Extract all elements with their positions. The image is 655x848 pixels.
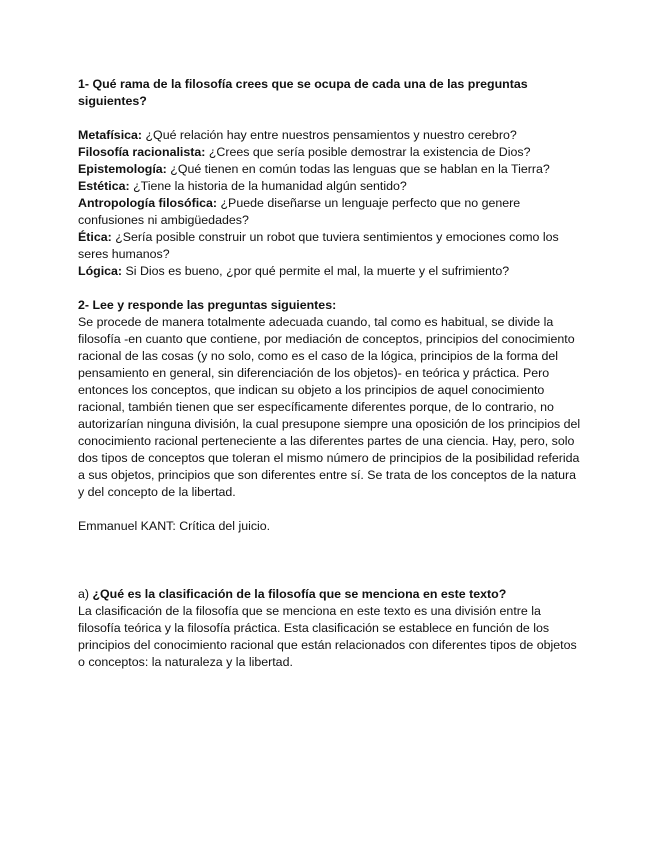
section-1: [78, 76, 583, 280]
item-etica: [78, 229, 583, 263]
question-text: ¿Qué es la clasificación de la filosofía que se menciona en este texto?: [92, 587, 507, 601]
term-label: Ética:: [78, 230, 112, 244]
document-page: [78, 76, 583, 671]
term-label: Epistemología:: [78, 162, 167, 176]
question-text: Si Dios es bueno, ¿por qué permite el mal, la muerte y el sufrimiento?: [122, 264, 510, 278]
item-epistemologia: [78, 161, 583, 178]
term-label: Metafísica:: [78, 128, 143, 142]
item-filosofia-racionalista: [78, 144, 583, 161]
term-label: Antropología filosófica:: [78, 196, 218, 210]
term-label: Estética:: [78, 179, 130, 193]
item-metafisica: [78, 127, 583, 144]
question-text: ¿Tiene la historia de la humanidad algún sentido?: [129, 179, 407, 193]
question-text: ¿Puede diseñarse un lenguaje perfecto que no genere confusiones ni ambigüedades?: [78, 196, 521, 227]
quote-author: Emmanuel KANT: Crítica del juicio.: [78, 519, 271, 533]
question-text: ¿Crees que sería posible demostrar la existencia de Dios?: [205, 145, 531, 159]
question-text: ¿Qué tienen en común todas las lenguas que se hablan en la Tierra?: [166, 162, 550, 176]
section-a-answer: La clasificación de la filosofía que se menciona en este texto es una división entre la filosofía teórica y la filosofía práctica. Esta clasificación se establece en función de los principios del conocimiento racional que están relacionados con diferentes tipos de objetos o conceptos: la naturaleza y la libertad.: [78, 604, 577, 669]
section-2: [78, 297, 583, 535]
question-text: ¿Qué relación hay entre nuestros pensamientos y nuestro cerebro?: [142, 128, 517, 142]
question-text: ¿Sería posible construir un robot que tuviera sentimientos y emociones como los seres humanos?: [78, 230, 559, 261]
kant-quote-paragraph: Se procede de manera totalmente adecuada cuando, tal como es habitual, se divide la filosofía -en cuanto que contiene, por mediación de conceptos, principios del conocimiento racional de las cosas (y no solo, como es el caso de la lógica, principios de la forma del pensamiento en general, sin diferenciación de los objetos)- en teórica y práctica. Pero entonces los conceptos, que indican su objeto a los principios de aquel conocimiento racional, también tienen que ser específicamente diferentes porque, de lo contrario, no autorizarían ninguna división, la cual presupone siempre una oposición de los principios del conocimiento racional perteneciente a las diferentes partes de una ciencia. Hay, pero, solo dos tipos de conceptos que toleran el mismo número de principios de la posibilidad referida a sus objetos, principios que son diferentes entre sí. Se trata de los conceptos de la natura y del concepto de la libertad.: [78, 315, 581, 499]
item-estetica: [78, 178, 583, 195]
section-2-heading: 2- Lee y responde las preguntas siguientes:: [78, 298, 337, 312]
term-label: Filosofía racionalista:: [78, 145, 206, 159]
section-a: [78, 586, 583, 671]
section-a-question: [78, 586, 583, 603]
item-antropologia: [78, 195, 583, 229]
item-logica: [78, 263, 583, 280]
term-label: Lógica:: [78, 264, 123, 278]
section-1-heading: 1- Qué rama de la filosofía crees que se ocupa de cada una de las preguntas siguientes?: [78, 77, 528, 108]
question-prefix: a): [78, 587, 93, 601]
